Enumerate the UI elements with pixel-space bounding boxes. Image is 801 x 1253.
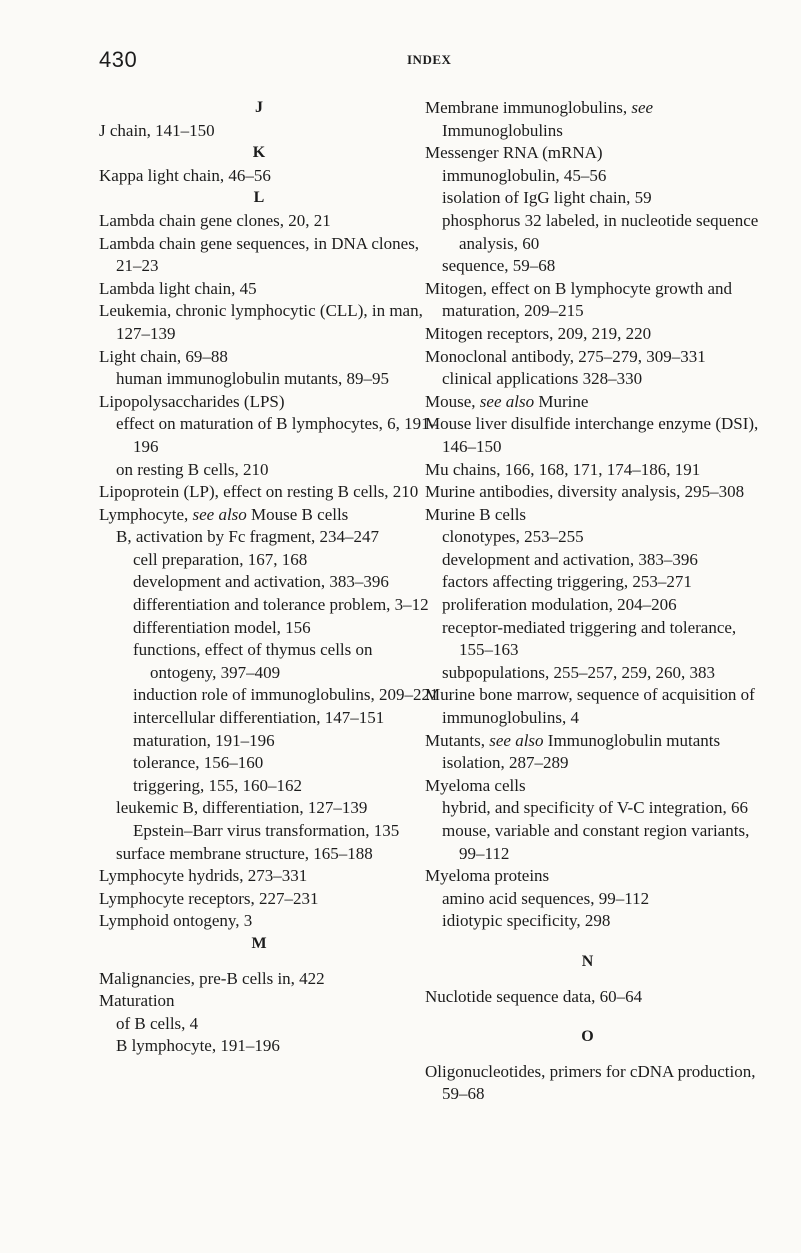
entry-text: Myeloma proteins [425,866,550,886]
index-entry [99,990,439,1013]
index-subentry [99,594,439,617]
index-subentry [425,526,770,549]
entry-text: differentiation model, 156 [133,617,311,637]
entry-text: on resting B cells, 210 [116,459,269,479]
entry-text: Mouse B cells [246,504,349,524]
index-subentry [99,459,439,482]
index-entry [425,278,770,323]
entry-text: effect on maturation of B lymphocytes, 6, 191–196 [116,414,439,456]
index-entry [425,413,770,458]
page-number: 430 [99,47,138,72]
section-letter: O [581,1028,594,1046]
entry-text: of B cells, 4 [116,1013,199,1033]
index-subentry [99,775,439,798]
page-header [0,0,801,80]
entry-text: functions, effect of thymus cells on ontogeny, 397–409 [133,640,373,682]
entry-text: amino acid sequences, 99–112 [442,888,650,908]
entry-text: Murine [534,391,589,411]
see-reference: see also [479,391,535,411]
index-entry [99,120,439,143]
entry-text: surface membrane structure, 165–188 [116,843,373,863]
index-subentry [99,684,439,707]
index-entry [99,504,439,527]
index-subentry [99,617,439,640]
entry-text: immunoglobulin, 45–56 [442,165,607,185]
index-entry [99,888,439,911]
index-entry [99,165,439,188]
index-subentry [99,752,439,775]
index-entry [425,684,770,729]
entry-text: Membrane immunoglobulins, [425,98,632,117]
index-entry [99,968,439,991]
entry-text: Nuclotide sequence data, 60–64 [425,986,643,1006]
entry-text: B lymphocyte, 191–196 [116,1036,280,1056]
index-column-right [425,97,770,1106]
entry-text: isolation, 287–289 [442,753,569,773]
index-subentry [425,549,770,572]
index-entry [99,278,439,301]
index-subentry [425,820,770,865]
entry-text: Murine antibodies, diversity analysis, 295–308 [425,482,745,502]
index-subentry [99,1013,439,1036]
entry-text: development and activation, 383–396 [442,549,698,569]
section-letter: J [255,99,263,116]
index-entry [425,775,770,798]
index-subentry [99,707,439,730]
entry-text: Mouse liver disulfide interchange enzyme (DSI), 146–150 [425,414,759,456]
entry-text: hybrid, and specificity of V-C integration, 66 [442,798,748,818]
index-subentry [425,617,770,662]
entry-text: factors affecting triggering, 253–271 [442,572,692,592]
entry-text: Myeloma cells [425,775,526,795]
entry-text: development and activation, 383–396 [133,572,389,592]
entry-text: Lymphocyte hydrids, 273–331 [99,866,308,886]
index-subentry [425,571,770,594]
running-head: INDEX [407,52,452,67]
entry-text: Lymphocyte receptors, 227–231 [99,888,319,908]
index-entry [99,910,439,933]
index-entry [425,504,770,527]
index-entry [99,481,439,504]
index-entry [425,986,770,1009]
entry-text: Lambda chain gene sequences, in DNA clones, 21–23 [99,233,420,276]
index-subentry [425,662,770,685]
entry-text: triggering, 155, 160–162 [133,775,303,795]
entry-text: Murine bone marrow, sequence of acquisition of immunoglobulins, 4 [425,685,755,728]
entry-text: Epstein–Barr virus transformation, 135 [133,821,400,840]
index-entry [99,233,439,278]
index-entry [425,1061,770,1106]
index-subentry [425,187,770,210]
index-subentry [425,797,770,820]
see-reference: see also [489,730,544,750]
index-subentry [99,730,439,753]
entry-text: maturation, 191–196 [133,730,275,750]
entry-text: J chain, 141–150 [99,120,215,140]
index-entry [99,346,439,369]
entry-text: isolation of IgG light chain, 59 [442,188,652,208]
index-subentry [99,368,439,391]
index-entry [425,865,770,888]
entry-text: idiotypic specificity, 298 [442,911,611,931]
index-entry [425,481,770,504]
see-reference: see also [192,504,247,524]
index-subentry [425,594,770,617]
section-letter: K [252,144,266,162]
index-subentry [425,165,770,188]
index-subentry [99,526,439,549]
index-entry [99,300,439,345]
see-reference: see [631,98,654,117]
entry-text: Malignancies, pre-B cells in, 422 [99,968,325,988]
entry-text: Mutants, [425,730,490,750]
entry-text: Monoclonal antibody, 275–279, 309–331 [425,346,706,366]
index-subentry [99,571,439,594]
entry-text: receptor-mediated triggering and tolerance, 155–163 [442,617,737,660]
entry-text: induction role of immunoglobulins, 209–221 [133,685,439,705]
entry-text: Lambda chain gene clones, 20, 21 [99,210,331,230]
section-letter: M [251,934,267,952]
index-subentry [425,910,770,933]
entry-text: Lipopolysaccharides (LPS) [99,391,285,411]
index-subentry [425,210,770,255]
entry-text: human immunoglobulin mutants, 89–95 [116,369,389,389]
entry-text: Lambda light chain, 45 [99,278,257,298]
entry-text: sequence, 59–68 [442,256,556,276]
entry-text: Immunoglobulins [442,120,563,140]
index-subentry [99,843,439,866]
entry-text: Mitogen receptors, 209, 219, 220 [425,323,652,343]
index-column-left [99,97,439,1058]
index-entry [425,97,770,142]
section-letter: N [581,952,594,970]
entry-text: proliferation modulation, 204–206 [442,595,677,615]
entry-text: leukemic B, differentiation, 127–139 [116,798,368,818]
entry-text: Lymphocyte, [99,504,193,524]
index-subentry [99,639,439,684]
entry-text: Murine B cells [425,504,527,524]
entry-text: mouse, variable and constant region variants, 99–112 [442,821,750,863]
entry-text: subpopulations, 255–257, 259, 260, 383 [442,662,715,682]
index-subentry [425,255,770,278]
index-entry [425,346,770,369]
index-entry [425,730,770,753]
section-letter: L [253,189,265,207]
index-entry [425,459,770,482]
index-entry [99,210,439,233]
entry-text: clinical applications 328–330 [442,369,643,389]
index-subentry [425,752,770,775]
entry-text: Light chain, 69–88 [99,346,228,366]
entry-text: Oligonucleotides, primers for cDNA production, 59–68 [425,1061,756,1104]
entry-text: Mitogen, effect on B lymphocyte growth and maturation, 209–215 [425,278,733,321]
index-entry [425,142,770,165]
index-entry [425,391,770,414]
index-subentry [99,413,439,458]
index-subentry [99,820,439,843]
index-subentry [425,888,770,911]
entry-text: phosphorus 32 labeled, in nucleotide sequence analysis, 60 [442,210,759,253]
index-entry [425,323,770,346]
entry-text: Mouse, [425,391,480,411]
entry-text: B, activation by Fc fragment, 234–247 [116,527,379,547]
index-subentry [425,368,770,391]
entry-text: Kappa light chain, 46–56 [99,165,271,185]
index-subentry [99,549,439,572]
entry-text: Immunoglobulin mutants [543,730,721,750]
entry-text: clonotypes, 253–255 [442,527,584,547]
entry-text: intercellular differentiation, 147–151 [133,708,385,728]
entry-text: Mu chains, 166, 168, 171, 174–186, 191 [425,459,701,479]
entry-text: differentiation and tolerance problem, 3–12 [133,595,429,615]
entry-text: cell preparation, 167, 168 [133,549,308,569]
entry-text: Lymphoid ontogeny, 3 [99,911,253,931]
entry-text: Lipoprotein (LP), effect on resting B cells, 210 [99,482,419,502]
index-subentry [99,797,439,820]
entry-text: tolerance, 156–160 [133,753,264,773]
entry-text: Maturation [99,991,175,1011]
index-entry [99,391,439,414]
index-subentry [99,1035,439,1058]
entry-text: Leukemia, chronic lymphocytic (CLL), in man, 127–139 [99,301,423,343]
index-entry [99,865,439,888]
entry-text: Messenger RNA (mRNA) [425,143,603,163]
